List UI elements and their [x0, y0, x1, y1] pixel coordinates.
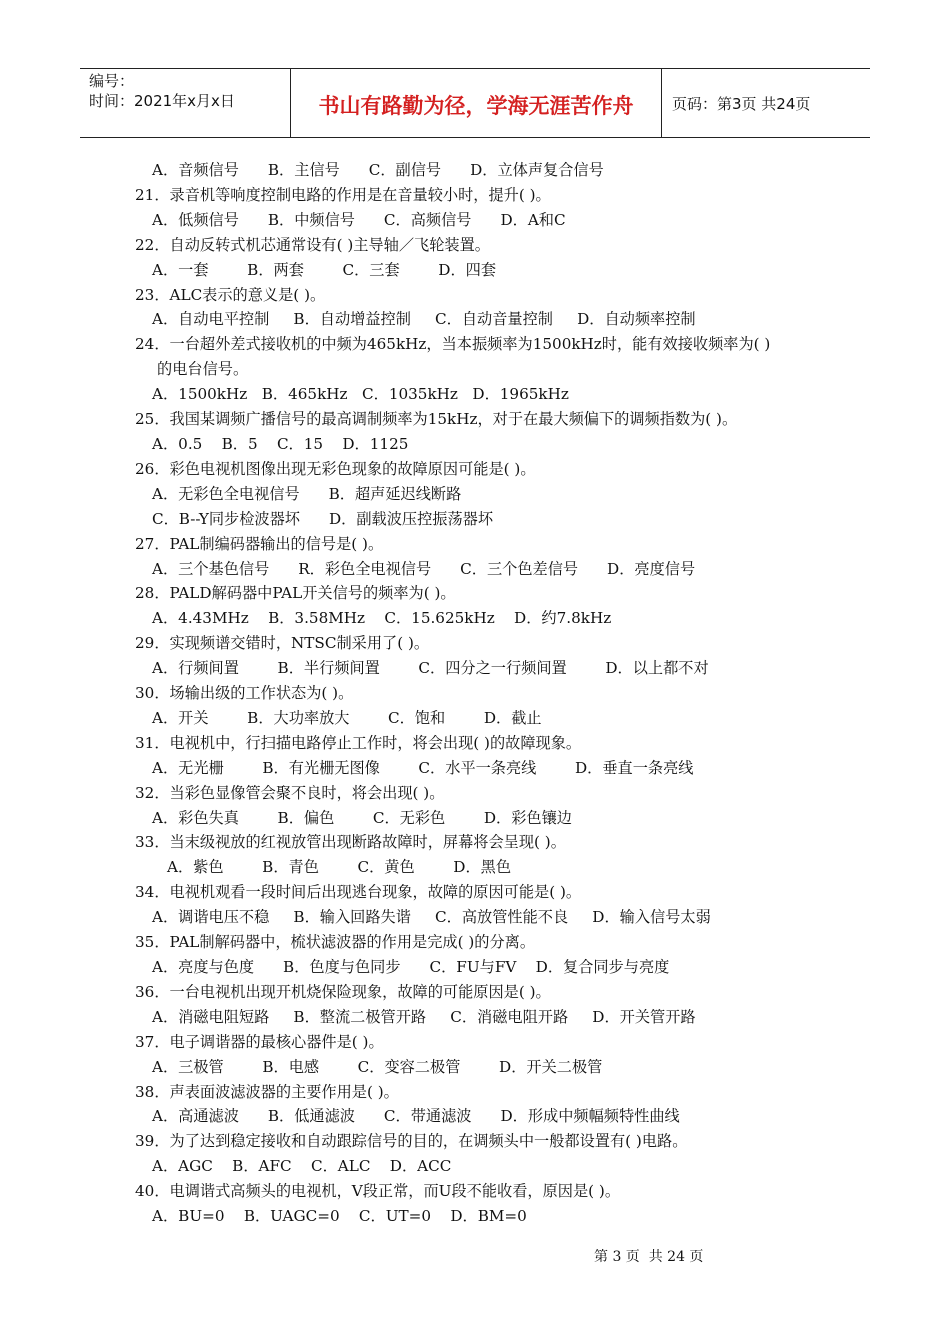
answer-options: A．消磁电阻短路 B．整流二极管开路 C．消磁电阻开路 D．开关管开路: [152, 1007, 696, 1026]
question-stem: 40．电调谐式高频头的电视机，V段正常，而U段不能收看，原因是( )。: [135, 1182, 621, 1201]
answer-options: A．紫色 B．青色 C．黄色 D．黑色: [167, 858, 512, 877]
answer-options: A．一套 B．两套 C．三套 D．四套: [152, 260, 497, 279]
answer-options: A．无光栅 B．有光栅无图像 C．水平一条亮线 D．垂直一条亮线: [152, 758, 694, 777]
question-stem: 28．PALD解码器中PAL开关信号的频率为( )。: [135, 584, 456, 603]
question-stem: 30．场输出级的工作状态为( )。: [135, 684, 354, 703]
question-stem: 39．为了达到稳定接收和自动跟踪信号的目的，在调频头中一般都设置有( )电路。: [135, 1132, 688, 1151]
answer-options: A．彩色失真 B．偏色 C．无彩色 D．彩色镶边: [152, 808, 572, 827]
question-stem: 35．PAL制解码器中，梳状滤波器的作用是完成( )的分离。: [135, 933, 536, 952]
answer-options: A．4.43MHz B．3.58MHz C．15.625kHz D．约7.8kHz: [152, 609, 612, 628]
document-time: 时间：2021年x月x日: [89, 92, 235, 110]
header-page-info: 页码：第3页 共24页: [672, 94, 811, 113]
answer-options: A．AGC B．AFC C．ALC D．ACC: [152, 1157, 452, 1176]
answer-options: A．1500kHz B．465kHz C．1035kHz D．1965kHz: [152, 385, 569, 404]
question-stem: 33．当末级视放的红视放管出现断路故障时，屏幕将会呈现( )。: [135, 833, 566, 852]
page-header: [80, 68, 870, 138]
answer-options: A．低频信号 B．中频信号 C．高频信号 D．A和C: [152, 210, 566, 229]
question-stem: 36．一台电视机出现开机烧保险现象，故障的可能原因是( )。: [135, 982, 551, 1001]
answer-options: A．三极管 B．电感 C．变容二极管 D．开关二极管: [152, 1057, 603, 1076]
question-stem: 34．电视机观看一段时间后出现逃台现象，故障的原因可能是( )。: [135, 883, 582, 902]
question-stem: 26．彩色电视机图像出现无彩色现象的故障原因可能是( )。: [135, 459, 536, 478]
answer-options: A．自动电平控制 B．自动增益控制 C．自动音量控制 D．自动频率控制: [152, 310, 696, 329]
question-stem: 23．ALC表示的意义是( )。: [135, 285, 326, 304]
question-stem: 37．电子调谐器的最核心器件是( )。: [135, 1032, 384, 1051]
question-stem: 21．录音机等响度控制电路的作用是在音量较小时，提升( )。: [135, 185, 551, 204]
header-motto: 书山有路勤为径，学海无涯苦作舟: [291, 69, 662, 137]
question-stem: 25．我国某调频广播信号的最高调制频率为15kHz，对于在最大频偏下的调频指数为( )。: [135, 410, 738, 429]
question-stem: 32．当彩色显像管会聚不良时，将会出现( )。: [135, 783, 445, 802]
answer-options: A．亮度与色度 B．色度与色同步 C．FU与FV D．复合同步与亮度: [152, 958, 670, 976]
page-footer: 第 3 页 共 24 页: [594, 1249, 704, 1265]
question-list: [135, 158, 855, 1229]
question-stem-continuation: 的电台信号。: [157, 360, 249, 379]
header-left-cell: [80, 69, 291, 137]
answer-options: A．开关 B．大功率放大 C．饱和 D．截止: [152, 708, 542, 727]
answer-options: A．调谐电压不稳 B．输入回路失谐 C．高放管性能不良 D．输入信号太弱: [152, 908, 711, 927]
question-stem: 27．PAL制编码器输出的信号是( )。: [135, 534, 384, 553]
question-stem: 24．一台超外差式接收机的中频为465kHz，当本振频率为1500kHz时，能有效接收频率为( ): [135, 335, 771, 354]
document-number-label: 编号：: [89, 72, 135, 90]
answer-options: A．高通滤波 B．低通滤波 C．带通滤波 D．形成中频幅频特性曲线: [152, 1107, 680, 1126]
answer-options: A．音频信号 B．主信号 C．副信号 D．立体声复合信号: [152, 161, 604, 179]
question-stem: 22．自动反转式机芯通常设有( )主导轴／飞轮装置。: [135, 235, 490, 254]
answer-options: A．BU=0 B．UAGC=0 C．UT=0 D．BM=0: [152, 1207, 527, 1226]
question-stem: 31．电视机中，行扫描电路停止工作时，将会出现( )的故障现象。: [135, 733, 582, 752]
answer-options: A．0.5 B．5 C．15 D．1125: [152, 434, 409, 453]
answer-options: C．B--Y同步检波器坏 D．副载波压控振荡器坏: [152, 509, 494, 528]
question-stem: 29．实现频谱交错时，NTSC制采用了( )。: [135, 634, 430, 653]
answer-options: A．无彩色全电视信号 B．超声延迟线断路: [152, 484, 462, 503]
question-stem: 38．声表面波滤波器的主要作用是( )。: [135, 1082, 399, 1101]
answer-options: A．行频间置 B．半行频间置 C．四分之一行频间置 D．以上都不对: [152, 659, 709, 678]
answer-options: A．三个基色信号 R．彩色全电视信号 C．三个色差信号 D．亮度信号: [152, 559, 696, 578]
